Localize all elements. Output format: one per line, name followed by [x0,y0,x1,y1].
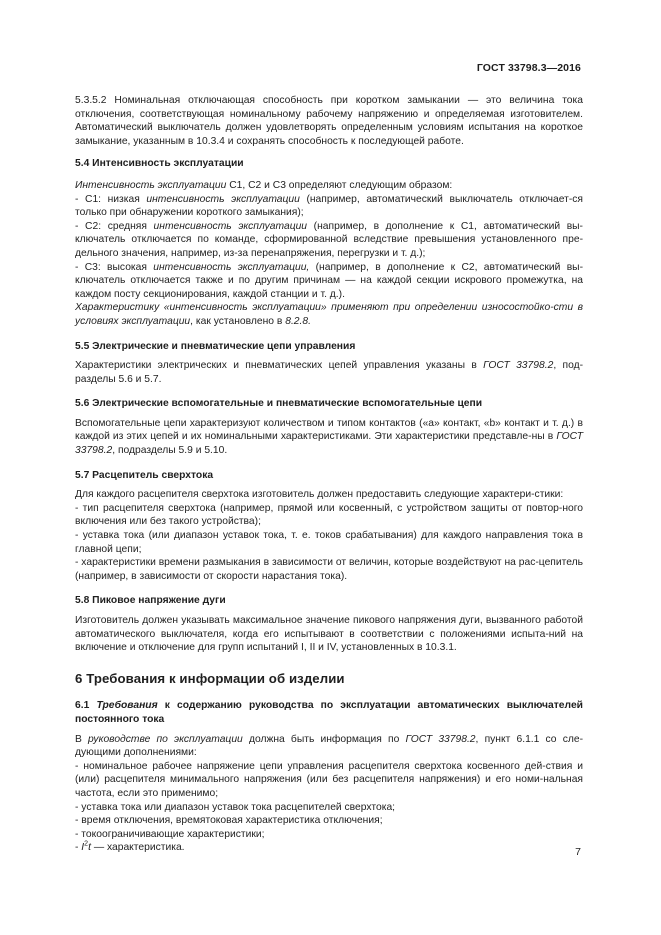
paragraph-5-4-intro [75,179,583,193]
text-span: Характеристики электрических и пневматических цепей управления указаны в [75,360,484,372]
document-body [75,94,583,855]
text-span: - С3: высокая [75,261,154,273]
paragraph-6-1-intro [75,733,583,760]
italic-term: интенсивность эксплуатации [146,193,300,205]
list-item: - токоограничивающие характеристики; [75,828,265,840]
paragraph-5-6 [75,417,583,458]
chapter-heading-6: 6 Требования к информации об изделии [75,670,345,686]
text-span: к содержанию руководства по эксплуатации автоматических выключателей постоянного тока [75,700,583,725]
list-item-c3 [75,261,583,302]
paragraph-text: Номинальная отключающая способность при коротком замыкании — это величина тока отключения, соответствующая номинальному рабочему напряжению и определяемая изготовителем. Автоматический выключатель должен удовлетворять определенным условиям испытания на короткое замыкание, указанным в 10.3.4 и сохранять способность к последующей работе. [75,95,583,147]
paragraph-5-4-final [75,301,583,328]
text-span: В [75,733,89,745]
standard-header: ГОСТ 33798.3—2016 [476,62,581,74]
formula-symbol: I [81,842,85,854]
section-heading-5-5: 5.5 Электрические и пневматические цепи управления [75,340,356,352]
list-item: - время отключения, времятоковая характеристика отключения; [75,815,383,827]
list-item: - уставка тока или диапазон уставок тока расцепителей сверхтока; [75,801,396,813]
standard-reference: ГОСТ 33798.2 [483,360,554,372]
section-heading-6-1 [75,699,583,726]
text-span: должна быть информация по [242,733,406,745]
list-item: - тип расцепителя сверхтока (например, прямой или косвенный, с устройством защиты от повтор-ного включения или без такого устройства); [75,502,583,528]
italic-term: Интенсивность эксплуатации [75,179,227,191]
text-span: , под-разделы 5.6 и 5.7. [75,360,584,385]
list-item: - уставка тока (или диапазон уставок тока, т. е. токов срабатывания) для каждого направления тока в главной цепи; [75,530,583,555]
clause-number: 6.1 [75,700,97,712]
paragraph-5-7-intro: Для каждого расцепителя сверхтока изготовитель должен предоставить следующие характери-стики: [75,489,564,501]
section-heading-5-8: 5.8 Пиковое напряжение дуги [75,595,226,607]
section-heading-5-6: 5.6 Электрические вспомогательные и пневматические вспомогательные цепи [75,398,483,410]
page-number: 7 [575,846,581,858]
formula-symbol: t [88,842,91,854]
text-span: (например, автоматический выключатель отключает-ся только при обнаружении короткого замыкания); [75,193,583,219]
text-span: (например, в дополнение к С1, автоматический вы-ключатель отключается по команде, сформированной вследствие превышения установленного пре-дельного значения, например, из-за перенапряжения, перегрузки и т. д.); [75,220,583,259]
list-item [75,841,583,855]
text-span: , как установлено в [190,315,286,327]
text-span: - С2: средняя [75,220,154,232]
section-heading-5-7: 5.7 Расцепитель сверхтока [75,469,214,481]
list-item: - характеристики времени размыкания в зависимости от величин, которые воздействуют на рас-цепитель (например, в зависимости от скорости нарастания тока). [75,557,583,582]
formula-superscript: 2 [84,840,89,848]
text-span: - [75,842,82,854]
italic-term: Характеристику «интенсивность эксплуатации» применяют при определении износостойко-сти в условиях эксплуатации [75,302,583,327]
section-heading-5-4: 5.4 Интенсивность эксплуатации [75,158,244,170]
paragraph-5-8: Изготовитель должен указывать максимальное значение пикового напряжения дуги, вызванного работой автоматического выключателя, когда его испытывают в соответствии с положениями испыта-ний на включение и отключение для групп испытаний I, II и IV, установленных в 10.3.1. [75,615,583,654]
paragraph-5-5 [75,359,583,386]
paragraph-5-3-5-2 [75,94,583,148]
standard-reference: ГОСТ 33798.2 [75,431,583,457]
italic-term: интенсивность эксплуатации, [153,261,310,273]
text-span: , пункт 6.1.1 со сле-дующими дополнениями: [75,733,584,759]
italic-term: интенсивность эксплуатации [153,220,308,232]
clause-reference: 8.2.8. [285,315,311,327]
text-span: Вспомогательные цепи характеризуют количеством и типом контактов («а» контакт, «b» контакт и т. д.) в каждой из этих цепей и их номинальными характеристиками. Эти характеристики представле-ны в [75,417,583,443]
list-item-c2 [75,220,583,261]
text-span: - С1: низкая [75,193,147,205]
italic-term: руководстве по эксплуатации [88,733,243,745]
clause-number: 5.3.5.2 [75,95,107,106]
italic-term: Требования [96,700,158,712]
text-span: — характеристика. [90,842,185,854]
standard-reference: ГОСТ 33798.2 [405,733,476,745]
text-span: С1, С2 и С3 определяют следующим образом: [226,179,453,191]
text-span: (например, в дополнение к С2, автоматический вы-ключатель отключается также и по другим причинам — на каждой секции искрового промежутка, на каждом посту секционирования, каждой станции и т. д.). [75,261,583,300]
list-item-c1 [75,193,583,220]
list-item: - номинальное рабочее напряжение цепи управления расцепителя сверхтока косвенного дей-ствия и (или) расцепителя минимального напряжения (или без расцепителя напряжения) и его номи-нальная частота, если это применимо; [75,760,583,799]
text-span: , подразделы 5.9 и 5.10. [112,445,228,457]
